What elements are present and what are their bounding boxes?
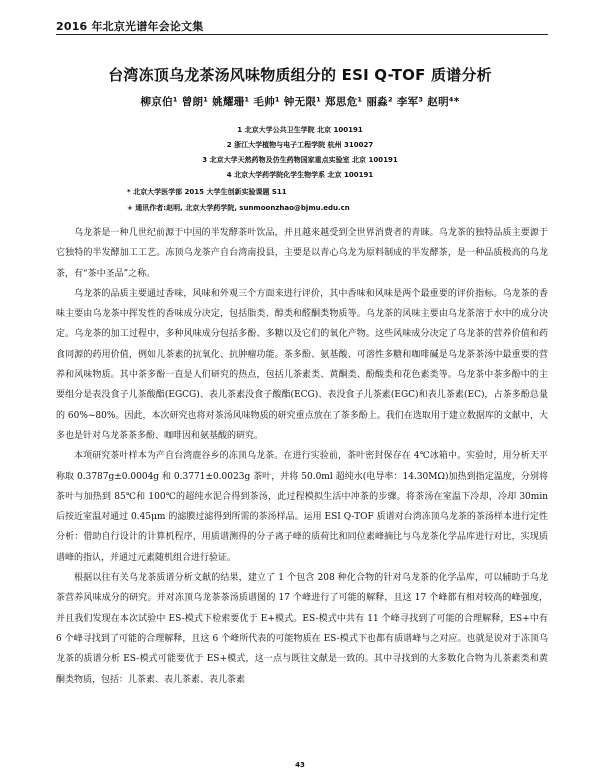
affiliation-3: 3 北京大学天然药物及仿生药物国家重点实验室 北京 100191	[202, 156, 398, 164]
paragraph-4: 根据以往有关乌龙茶质谱分析文献的结果，建立了 1 个包含 208 种化合物的针对乌龙茶的化学品库，可以辅助于乌龙茶营养风味成分的研究。并对冻顶乌龙茶茶汤质谱图的 17 个峰进行了可能的解释，且这 17 个峰都有相对较高的峰强度，并且我们发现在本次试验中 ES-模式下检索要优于 E+模式。ES-模式中共有 11 个峰寻找到了可能的合理解释，ES+中有 6 个峰寻找到了可能的合理解释，且这 6 个峰所代表的可能物质在 ES-模式下也都有质谱峰与之对应。也就是说对于冻顶乌龙茶的质谱分析 ES-模式可能要优于 ES+模式，这一点与既往文献是一致的。其中寻找到的大多数化合物为儿茶素类和黄酮类物质，包括：儿茶素、表儿茶素、表儿茶素	[56, 573, 548, 685]
affiliation-4: 4 北京大学药学院化学生物学系 北京 100191	[226, 171, 374, 179]
affiliation-1: 1 北京大学公共卫生学院 北京 100191	[237, 126, 363, 134]
paragraph-2: 乌龙茶的品质主要通过香味，风味和外观三个方面来进行评价，其中香味和风味是两个最重要的评价指标。乌龙茶的香味主要由乌龙茶中挥发性的香味成分决定，包括脂类、醇类和醛酮类物质等。乌龙茶的风味主要由乌龙茶溶于水中的成分决定。乌龙茶的加工过程中，多种风味成分包括多酚、多糖以及它们的氧化产物。这些风味成分决定了乌龙茶的营养价值和药食同源的药用价值，例如儿茶素的抗氧化、抗肿瘤功能。茶多酚、氨基酸、可溶性多糖和咖啡碱是乌龙茶茶汤中最重要的营养和风味物质。其中茶多酚一直是人们研究的热点，包括儿茶素类、黄酮类、酚酸类和花色素类等。乌龙茶中茶多酚中的主要组分是表没食子儿茶酸酯(EGCG)、表儿茶素没食子酸酯(ECG)、表没食子儿茶素(EGC)和表儿茶素(EC)，占茶多酚总量的 60%~80%。因此，本次研究也将对茶汤风味物质的研究重点放在了茶多酚上。我们在选取用于建立数据库的文献中，大多也是针对乌龙茶茶多酚、咖啡因和氨基酸的研究。	[56, 288, 548, 441]
header-rule	[56, 34, 548, 35]
running-header: 2016 年北京光谱年会论文集	[56, 20, 204, 33]
author-list: 柳京伯¹ 曾朗¹ 姚耀珊¹ 毛帅¹ 钟无限¹ 郑思危¹ 丽淼² 李军³ 赵明⁴*	[140, 96, 460, 108]
article-body	[56, 223, 548, 690]
paper-title: 台湾冻顶乌龙茶汤风味物质组分的 ESI Q-TOF 质谱分析	[108, 66, 492, 84]
page-number: 43	[295, 761, 305, 769]
paragraph-1: 乌龙茶是一种几世纪前源于中国的半发酵茶叶饮品，并且越来越受到全世界消费者的青睐。乌龙茶的独特品质主要源于它独特的半发酵加工工艺。冻顶乌龙茶产自台湾南投县，主要是以青心乌龙为原料制成的半发酵茶，是一种品质极高的乌龙茶，有“茶中圣品”之称。	[56, 228, 548, 279]
affiliation-2: 2 浙江大学植物与电子工程学院 杭州 310027	[226, 141, 374, 149]
corresponding-author-note: + 通讯作者:赵明, 北京大学药学院, sunmoonzhao@bjmu.edu.cn	[127, 204, 350, 212]
funding-note: * 北京大学医学部 2015 大学生创新实验课题 S11	[127, 188, 287, 196]
paragraph-3: 本项研究茶叶样本为产自台湾鹿谷乡的冻顶乌龙茶。在进行实验前，茶叶密封保存在 4℃冰箱中。实验时，用分析天平称取 0.3787g±0.0004g 和 0.3771±0.0023g 茶叶，并将 50.0ml 超纯水(电导率：14.30MΩ)加热到指定温度，分别将茶叶与加热到 85℃和 100℃的超纯水泥合得到茶汤，此过程模拟生活中冲茶的步骤。将茶汤在室温下冷却，冷却 30min 后按近室温对通过 0.45μm 的滤膜过滤得到所需的茶汤样品。运用 ESI Q-TOF 质谱对台湾冻顶乌龙茶的茶汤样本进行定性分析：借助自行设计的计算机程序，用质谱测得的分子离子峰的质荷比和同位素峰摘比与乌龙茶化学品库进行对比，实现质谱峰的指认，并通过元素随机组合进行验证。	[56, 451, 548, 563]
